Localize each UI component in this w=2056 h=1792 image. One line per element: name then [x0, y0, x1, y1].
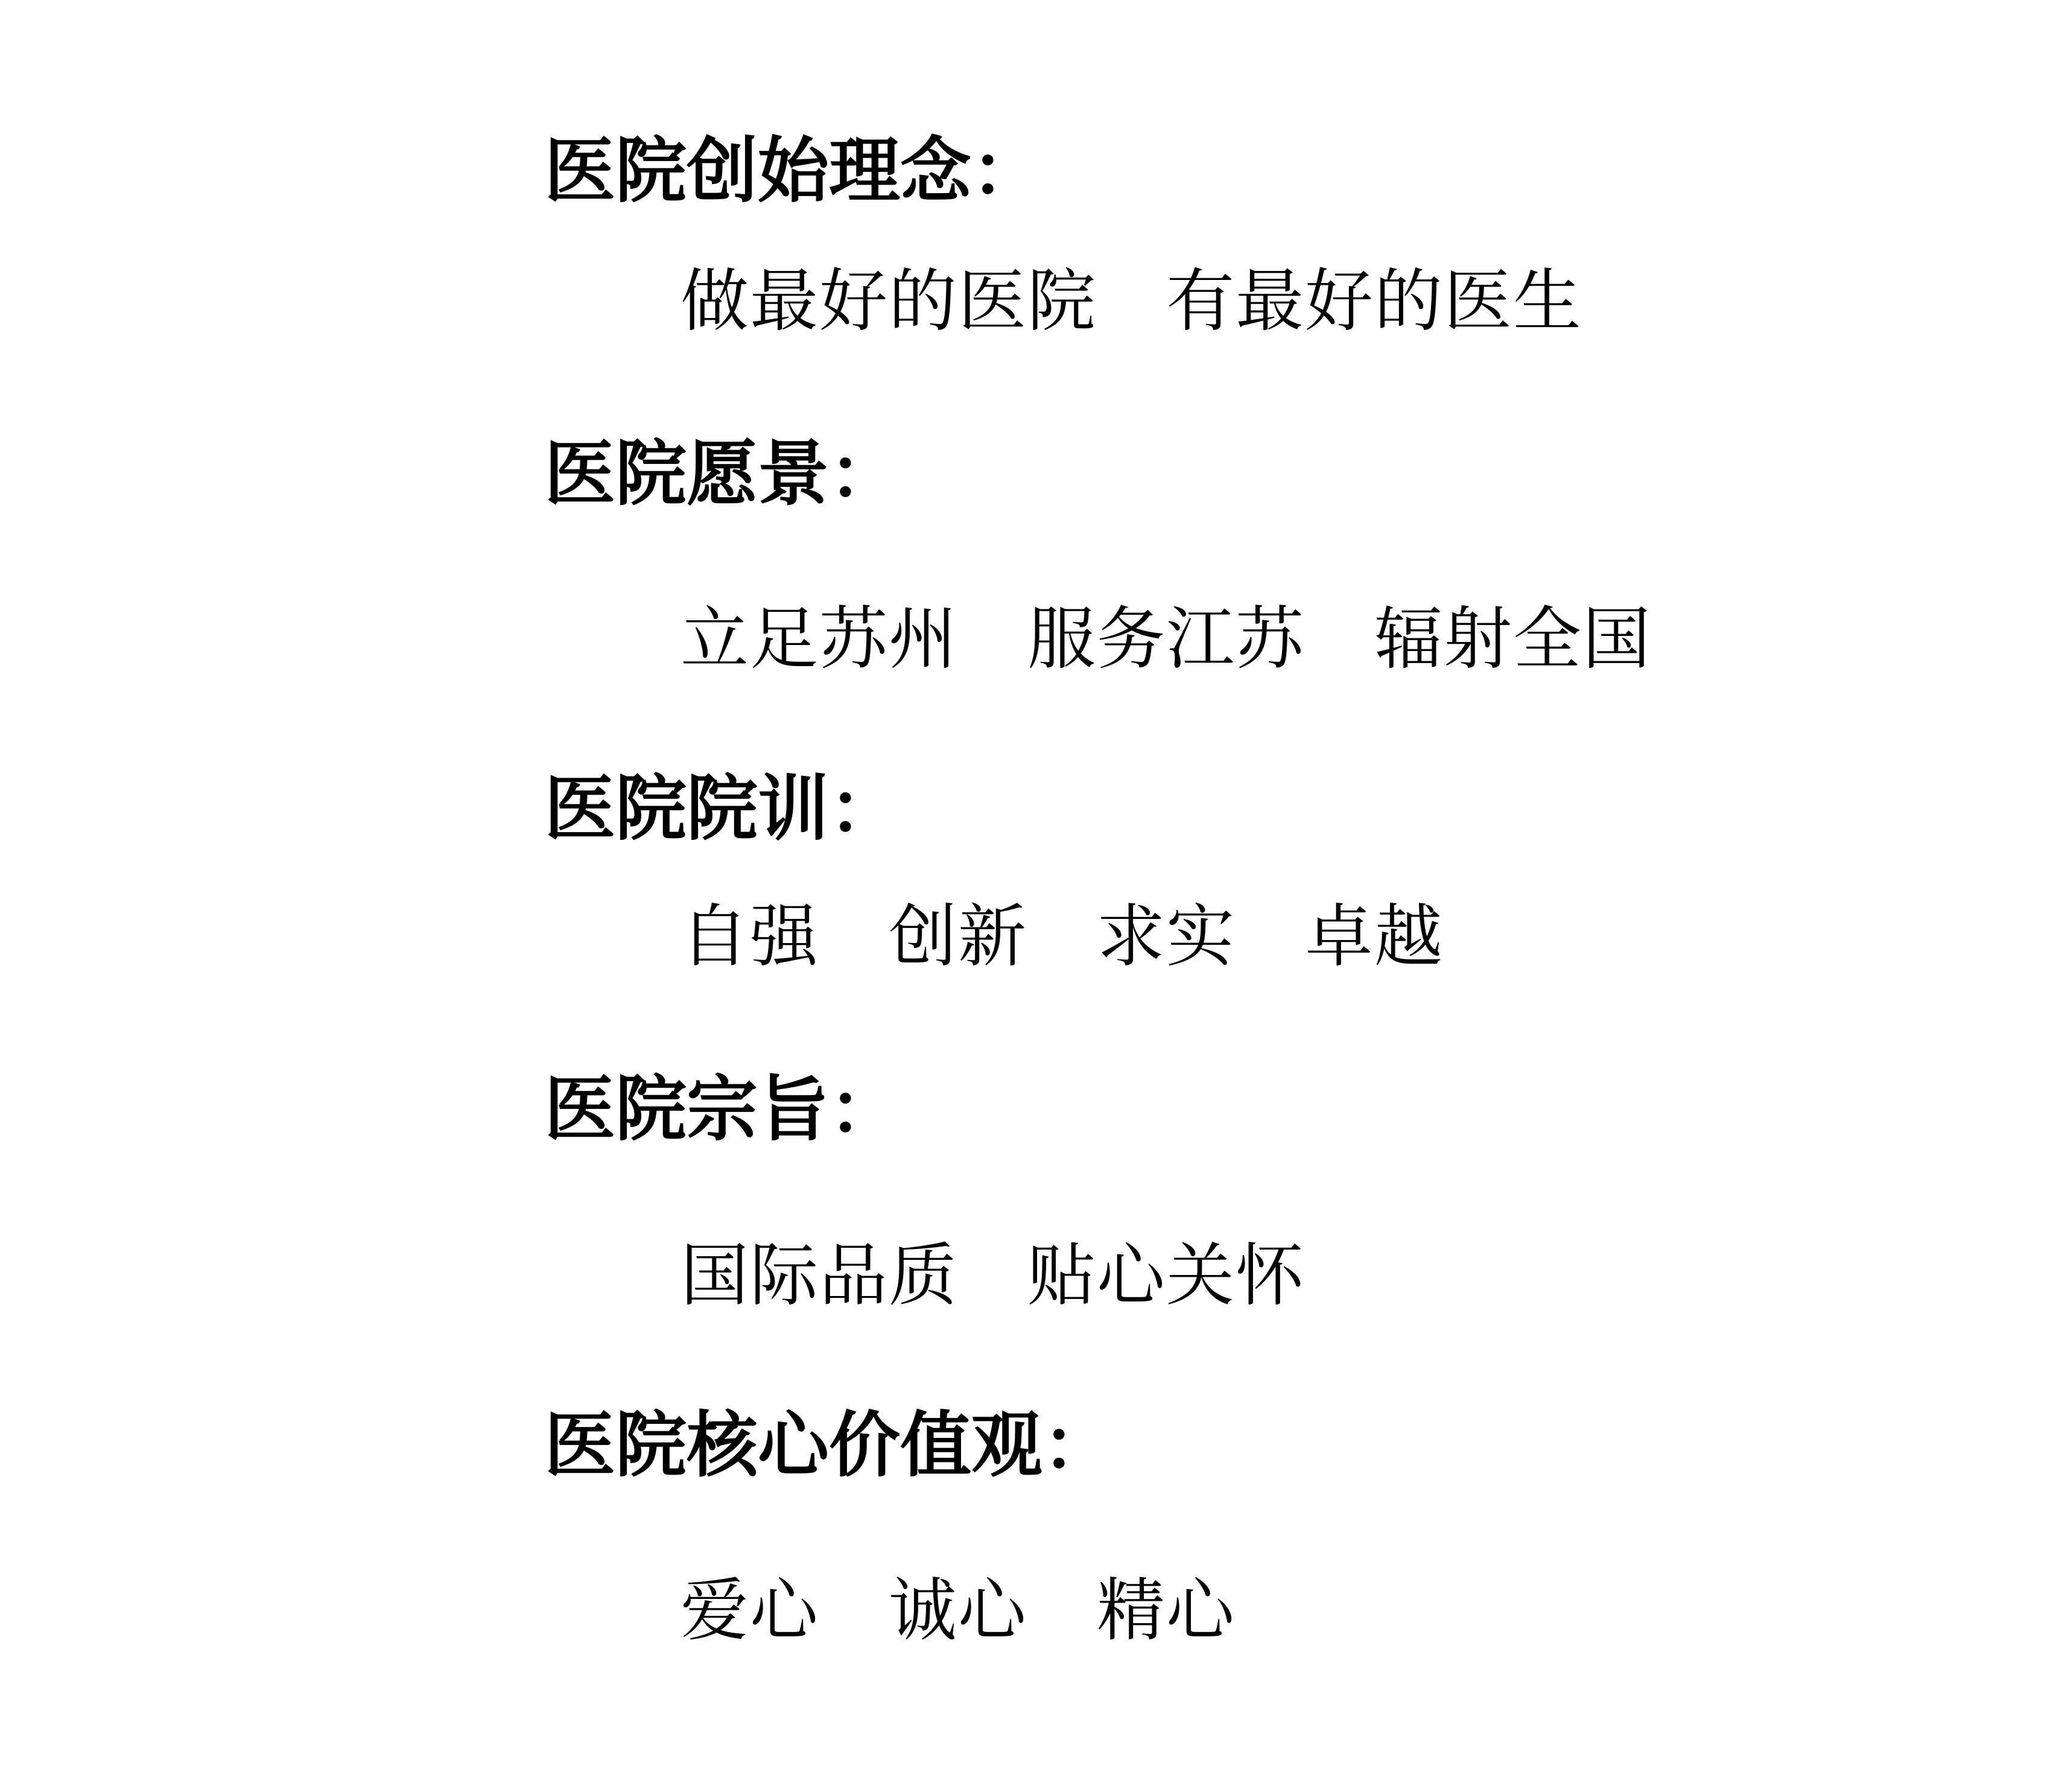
heading-founding-philosophy: 医院创始理念：	[544, 132, 1043, 211]
text-core-values: 爱心 诚心 精心	[681, 1574, 1236, 1649]
heading-mission: 医院宗旨：	[544, 1070, 901, 1149]
heading-core-values: 医院核心价值观：	[544, 1406, 1114, 1485]
text-motto: 自强 创新 求实 卓越	[681, 900, 1444, 975]
heading-vision: 医院愿景：	[544, 434, 901, 514]
text-mission: 国际品质 贴心关怀	[681, 1239, 1305, 1314]
heading-motto: 医院院训：	[544, 769, 901, 849]
text-founding-philosophy: 做最好的医院 有最好的医生	[681, 264, 1582, 340]
text-vision: 立足苏州 服务江苏 辐射全国	[681, 602, 1652, 678]
